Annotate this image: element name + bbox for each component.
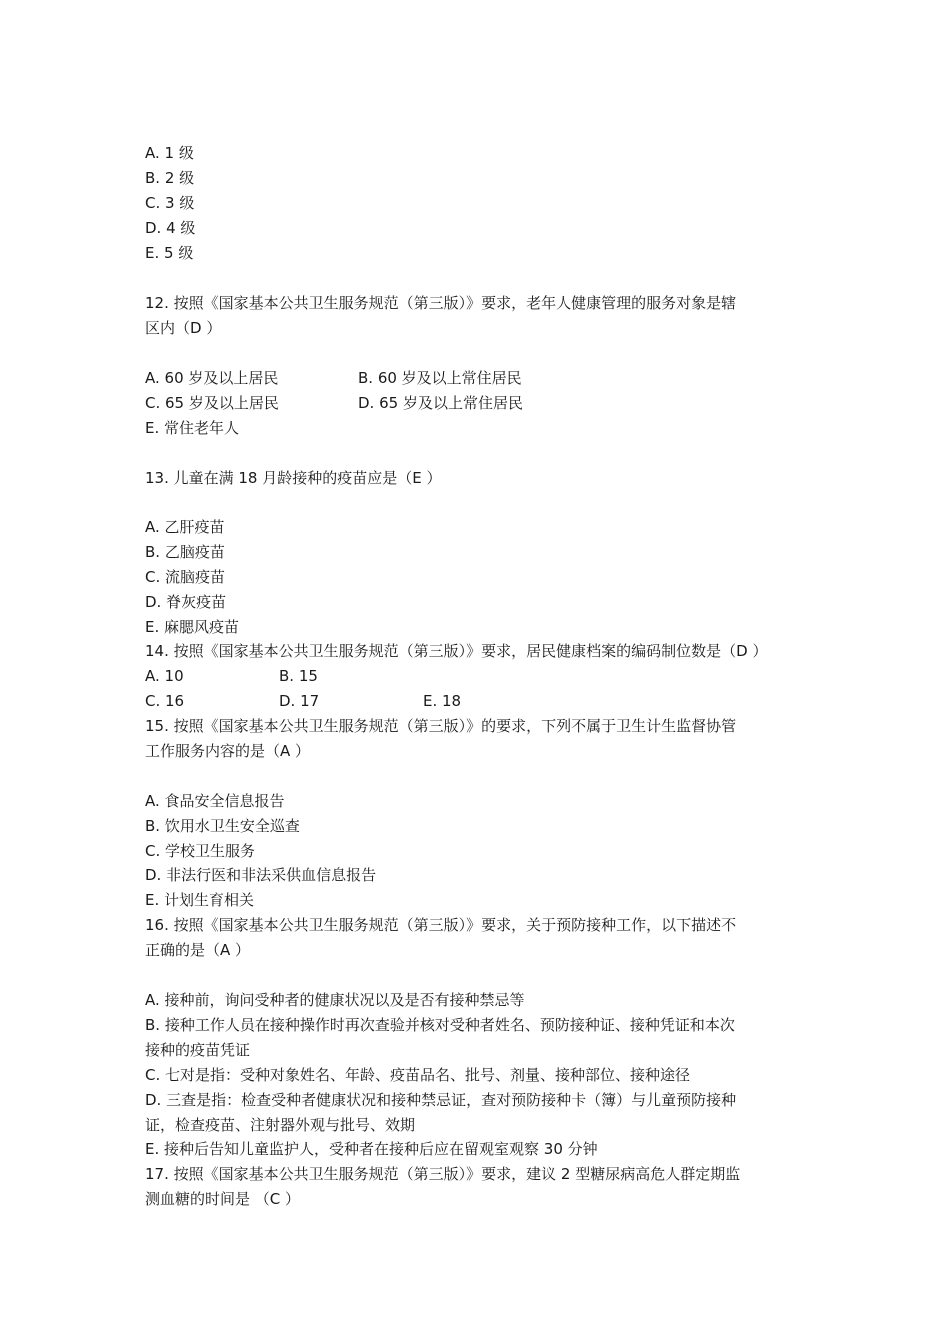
q16-stem-line1: 16. 按照《国家基本公共卫生服务规范（第三版）》要求，关于预防接种工作，以下描述不 [145, 916, 737, 934]
q13-stem: 13. 儿童在满 18 月龄接种的疫苗应是（E ） [145, 469, 442, 487]
q11-option-b: B. 2 级 [145, 169, 195, 187]
q12-option-e: E. 常住老年人 [145, 419, 240, 437]
q13-option-a: A. 乙肝疫苗 [145, 518, 225, 536]
q16-option-a: A. 接种前，询问受种者的健康状况以及是否有接种禁忌等 [145, 991, 525, 1009]
q12-stem-line2: 区内（D ） [145, 319, 222, 337]
q13-option-d: D. 脊灰疫苗 [145, 593, 227, 611]
q15-stem-line1: 15. 按照《国家基本公共卫生服务规范（第三版）》的要求，下列不属于卫生计生监督协管 [145, 717, 737, 735]
q12-option-c: C. 65 岁及以上居民 [145, 394, 279, 412]
q17-stem-line1: 17. 按照《国家基本公共卫生服务规范（第三版）》要求，建议 2 型糖尿病高危人群定期监 [145, 1165, 741, 1183]
q14-option-a: A. 10 [145, 667, 184, 685]
q16-option-e: E. 接种后告知儿童监护人，受种者在接种后应在留观室观察 30 分钟 [145, 1140, 598, 1158]
q12-option-a: A. 60 岁及以上居民 [145, 369, 279, 387]
q16-option-d-line2: 证，检查疫苗、注射器外观与批号、效期 [145, 1116, 416, 1134]
q14-option-d: D. 17 [279, 692, 320, 710]
q13-option-b: B. 乙脑疫苗 [145, 543, 225, 561]
q14-option-c: C. 16 [145, 692, 185, 710]
q16-stem-line2: 正确的是（A ） [145, 941, 251, 959]
q12-option-b: B. 60 岁及以上常住居民 [358, 369, 522, 387]
q16-option-b-line2: 接种的疫苗凭证 [145, 1041, 251, 1059]
q16-option-b-line1: B. 接种工作人员在接种操作时再次查验并核对受种者姓名、预防接种证、接种凭证和本次 [145, 1016, 735, 1034]
q12-stem-line1: 12. 按照《国家基本公共卫生服务规范（第三版）》要求，老年人健康管理的服务对象是辖 [145, 294, 737, 312]
q15-option-e: E. 计划生育相关 [145, 891, 255, 909]
q15-option-a: A. 食品安全信息报告 [145, 792, 285, 810]
q11-option-a: A. 1 级 [145, 144, 194, 162]
q11-option-e: E. 5 级 [145, 244, 194, 262]
q13-option-e: E. 麻腮风疫苗 [145, 618, 240, 636]
q15-option-c: C. 学校卫生服务 [145, 842, 256, 860]
q17-stem-line2: 测血糖的时间是 （C ） [145, 1190, 301, 1208]
q14-option-b: B. 15 [279, 667, 318, 685]
q14-option-e: E. 18 [423, 692, 462, 710]
q14-stem: 14. 按照《国家基本公共卫生服务规范（第三版）》要求，居民健康档案的编码制位数是（D ） [145, 642, 768, 660]
q16-option-d-line1: D. 三查是指：检查受种者健康状况和接种禁忌证，查对预防接种卡（簿）与儿童预防接种 [145, 1091, 737, 1109]
q16-option-c: C. 七对是指：受种对象姓名、年龄、疫苗品名、批号、剂量、接种部位、接种途径 [145, 1066, 691, 1084]
q15-option-b: B. 饮用水卫生安全巡查 [145, 817, 300, 835]
q15-stem-line2: 工作服务内容的是（A ） [145, 742, 311, 760]
q15-option-d: D. 非法行医和非法采供血信息报告 [145, 866, 377, 884]
q11-option-d: D. 4 级 [145, 219, 196, 237]
q13-option-c: C. 流脑疫苗 [145, 568, 226, 586]
q12-option-d: D. 65 岁及以上常住居民 [358, 394, 523, 412]
q11-option-c: C. 3 级 [145, 194, 195, 212]
